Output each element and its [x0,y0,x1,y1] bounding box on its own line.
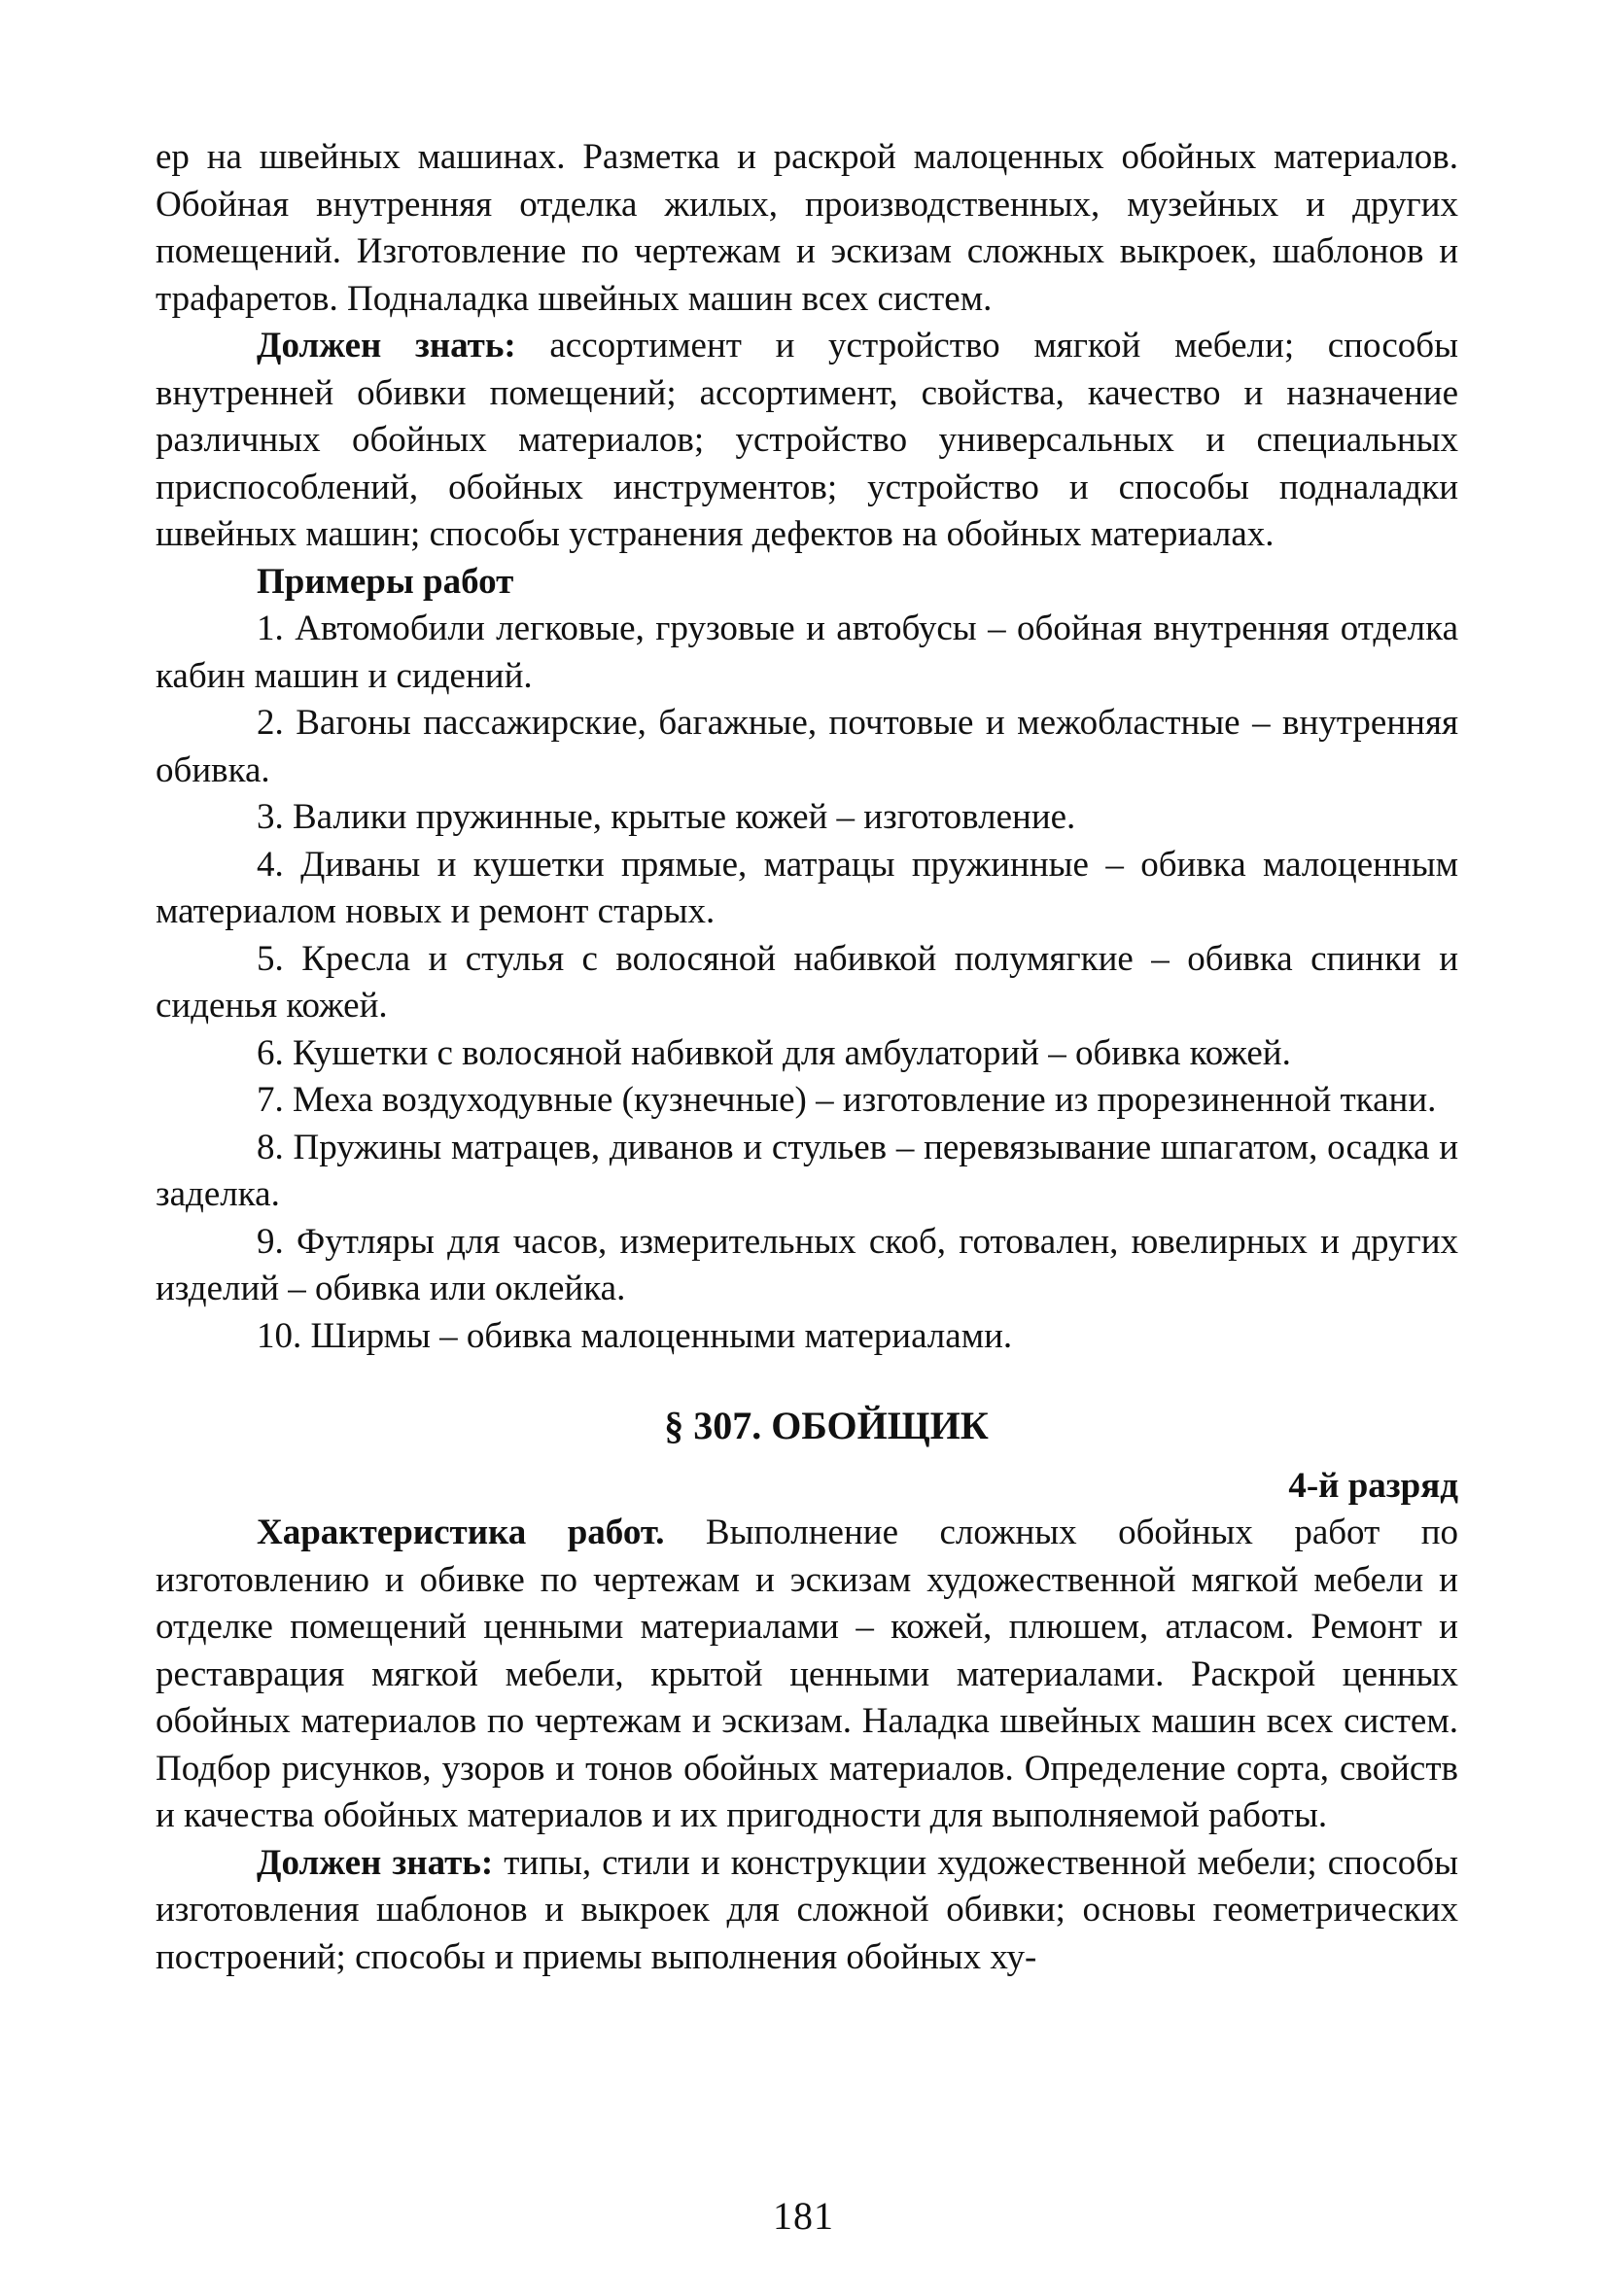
must-know-label-1: Должен знать: [257,326,516,365]
characteristics-paragraph [156,1510,1458,1840]
example-item-4: 4. Диваны и кушетки прямые, матрацы пружинные – обивка малоценным материалом новых и ремонт старых. [156,844,1458,931]
examples-title: Примеры работ [257,561,514,602]
page-number: 181 [773,2194,834,2238]
characteristics-label: Характеристика работ. [257,1513,665,1552]
examples-list [156,606,1458,1360]
example-item-2: 2. Вагоны пассажирские, багажные, почтовые и межобластные – внутренняя обивка. [156,703,1458,790]
example-item-1: 1. Автомобили легковые, грузовые и автобусы – обойная внутренняя отделка кабин машин и сидений. [156,609,1458,696]
example-item-3: 3. Валики пружинные, крытые кожей – изготовление. [257,797,1076,837]
page-body [156,134,1458,1981]
must-know-text-1: ассортимент и устройство мягкой мебели; способы внутренней обивки помещений; ассортимент, свойства, качество и назначение различных обойных материалов; устройство универсальных и специальных приспособлений, обойных инструментов; устройство и способы подналадки швейных машин; способы устранения дефектов на обойных материалах. [156,326,1458,554]
must-know-paragraph-2 [156,1840,1458,1982]
example-item-10: 10. Ширмы – обивка малоценными материалами. [257,1315,1013,1356]
example-item-5: 5. Кресла и стулья с волосяной набивкой полумягкие – обивка спинки и сиденья кожей. [156,938,1458,1026]
grade-label: 4-й разряд [1288,1466,1458,1506]
example-item-6: 6. Кушетки с волосяной набивкой для амбулаторий – обивка кожей. [257,1032,1291,1073]
top-paragraph: ер на швейных машинах. Разметка и раскрой малоценных обойных материалов. Обойная внутренняя отделка жилых, производственных, музейных и других помещений. Изготовление по чертежам и эскизам сложных выкроек, шаблонов и трафаретов. Подналадка швейных машин всех систем. [156,137,1458,319]
must-know-text-2: типы, стили и конструкции художественной мебели; способы изготовления шаблонов и выкроек для сложной обивки; основы геометрических построений; способы и приемы выполнения обойных ху- [156,1842,1458,1977]
example-item-8: 8. Пружины матрацев, диванов и стульев – перевязывание шпагатом, осадка и заделка. [156,1127,1458,1214]
section-title: § 307. ОБОЙЩИК [664,1404,989,1447]
example-item-9: 9. Футляры для часов, измерительных скоб, готовален, ювелирных и других изделий – обивка или оклейка. [156,1221,1458,1308]
must-know-paragraph-1 [156,323,1458,559]
example-item-7: 7. Меха воздуходувные (кузнечные) – изготовление из прорезиненной ткани. [257,1080,1437,1120]
must-know-label-2: Должен знать: [257,1842,494,1883]
characteristics-text: Выполнение сложных обойных работ по изготовлению и обивке по чертежам и эскизам художественной мягкой мебели и отделке помещений ценными материалами – кожей, плюшем, атласом. Ремонт и реставрация мягкой мебели, крытой ценными материалами. Раскрой ценных обойных материалов по чертежам и эскизам. Наладка швейных машин всех систем. Подбор рисунков, узоров и тонов обойных материалов. Определение сорта, свойств и качества обойных материалов и их пригодности для выполняемой работы. [156,1513,1458,1835]
